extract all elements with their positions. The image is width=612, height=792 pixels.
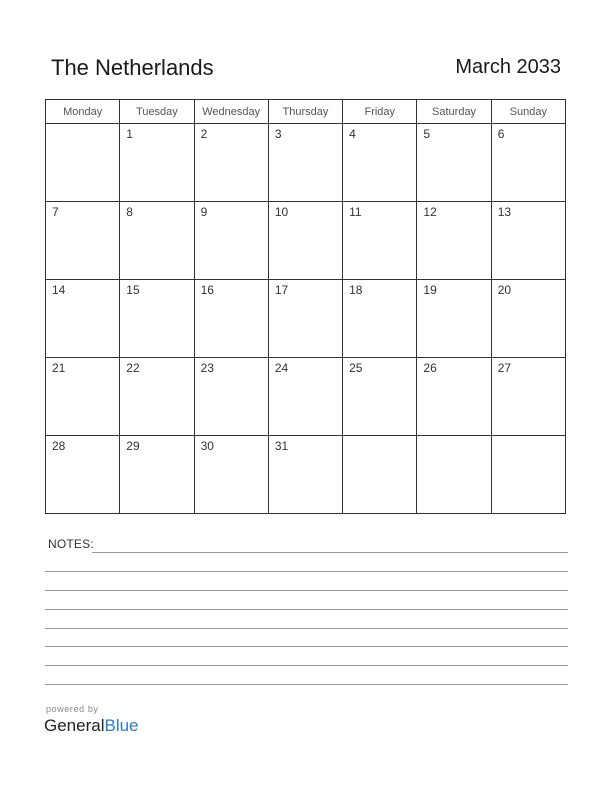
day-cell <box>491 436 565 514</box>
day-cell <box>343 202 417 280</box>
day-cell <box>194 124 268 202</box>
day-cell <box>268 358 342 436</box>
day-cell <box>491 358 565 436</box>
day-number <box>492 436 565 439</box>
weekday-monday: Monday <box>46 100 120 124</box>
day-cell <box>46 124 120 202</box>
note-line <box>45 590 568 591</box>
day-cell <box>343 358 417 436</box>
weekday-thursday: Thursday <box>268 100 342 124</box>
day-number: 19 <box>423 283 437 297</box>
day-cell <box>268 124 342 202</box>
day-number: 31 <box>274 439 289 453</box>
week-row <box>46 280 566 358</box>
day-cell <box>417 358 491 436</box>
day-number: 24 <box>274 361 289 375</box>
day-number: 11 <box>349 205 362 219</box>
day-number: 29 <box>126 439 140 453</box>
day-cell <box>194 358 268 436</box>
country-title: The Netherlands <box>51 55 214 80</box>
day-cell <box>120 124 194 202</box>
day-number <box>46 124 119 127</box>
note-line <box>45 609 568 610</box>
day-number: 26 <box>423 361 437 375</box>
day-cell <box>417 436 491 514</box>
day-cell <box>491 280 565 358</box>
weekday-sunday: Sunday <box>491 100 565 124</box>
notes-label: NOTES: <box>48 537 94 551</box>
week-row <box>46 358 566 436</box>
day-cell <box>417 124 491 202</box>
day-cell <box>194 436 268 514</box>
day-number: 6 <box>497 127 505 141</box>
day-number <box>417 436 490 439</box>
day-cell <box>343 436 417 514</box>
day-cell <box>417 202 491 280</box>
day-number: 16 <box>200 283 214 297</box>
day-cell <box>491 202 565 280</box>
day-cell <box>343 124 417 202</box>
day-number: 14 <box>52 283 66 297</box>
generalblue-logo <box>44 716 139 736</box>
day-number: 23 <box>200 361 214 375</box>
day-number: 15 <box>126 283 140 297</box>
day-cell <box>268 436 342 514</box>
day-number <box>343 436 416 439</box>
day-cell <box>491 124 565 202</box>
brand-blue: Blue <box>104 716 139 735</box>
day-number: 3 <box>274 127 282 141</box>
day-cell <box>194 202 268 280</box>
note-line <box>45 628 568 629</box>
day-number: 21 <box>52 361 66 375</box>
week-row <box>46 124 566 202</box>
day-cell <box>120 280 194 358</box>
day-cell <box>268 202 342 280</box>
day-number: 1 <box>126 127 133 141</box>
day-cell <box>120 202 194 280</box>
day-cell <box>268 280 342 358</box>
note-line <box>45 571 568 572</box>
day-number: 9 <box>200 205 208 219</box>
day-number: 17 <box>274 283 289 297</box>
month-year-title: March 2033 <box>455 56 561 78</box>
note-line <box>45 665 568 666</box>
day-number: 27 <box>497 361 512 375</box>
weekday-friday: Friday <box>343 100 417 124</box>
day-cell <box>46 436 120 514</box>
brand-general: General <box>44 716 105 735</box>
day-number: 28 <box>52 439 66 453</box>
day-number: 20 <box>497 283 512 297</box>
day-number: 18 <box>349 283 363 297</box>
day-cell <box>343 280 417 358</box>
note-line <box>45 646 568 647</box>
calendar-grid <box>45 99 566 514</box>
day-cell <box>46 358 120 436</box>
day-number: 2 <box>200 127 208 141</box>
day-number: 10 <box>274 205 289 219</box>
day-number: 7 <box>52 205 59 219</box>
day-number: 30 <box>200 439 214 453</box>
weekday-wednesday: Wednesday <box>194 100 268 124</box>
day-cell <box>417 280 491 358</box>
day-number: 5 <box>423 127 431 141</box>
day-cell <box>46 202 120 280</box>
day-cell <box>120 358 194 436</box>
note-line <box>92 552 568 553</box>
week-row <box>46 202 566 280</box>
day-number: 13 <box>497 205 512 219</box>
day-number: 4 <box>349 127 356 141</box>
day-cell <box>46 280 120 358</box>
day-cell <box>120 436 194 514</box>
day-number: 8 <box>126 205 133 219</box>
day-number: 12 <box>423 205 437 219</box>
week-row <box>46 436 566 514</box>
day-cell <box>194 280 268 358</box>
note-line <box>45 684 568 685</box>
day-number: 25 <box>349 361 363 375</box>
day-number: 22 <box>126 361 140 375</box>
powered-by-text: powered by <box>46 704 99 714</box>
weekday-saturday: Saturday <box>417 100 491 124</box>
weekday-header-row <box>46 100 566 124</box>
weekday-tuesday: Tuesday <box>120 100 194 124</box>
